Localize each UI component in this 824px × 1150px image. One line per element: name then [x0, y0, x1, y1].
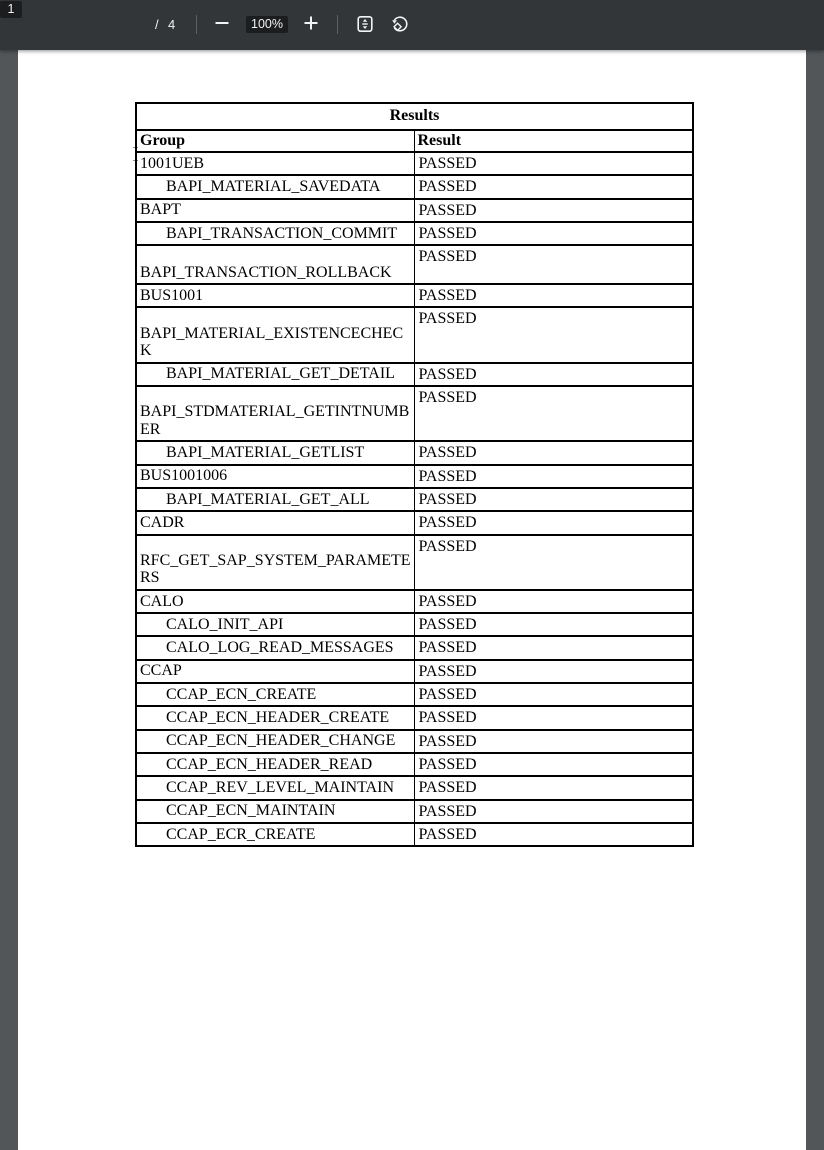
- result-cell: PASSED: [414, 753, 693, 776]
- result-cell: PASSED: [414, 386, 693, 441]
- result-cell: PASSED: [414, 284, 693, 307]
- group-cell: BAPI_MATERIAL_EXISTENCECHECK: [136, 307, 414, 362]
- group-cell: CCAP_ECN_HEADER_READ: [136, 753, 414, 776]
- column-header-result: Result: [414, 130, 693, 152]
- result-cell: PASSED: [414, 683, 693, 706]
- rotate-counterclockwise-icon: [390, 14, 410, 37]
- group-cell: CCAP_ECN_HEADER_CHANGE: [136, 730, 414, 753]
- group-cell: RFC_GET_SAP_SYSTEM_PARAMETERS: [136, 535, 414, 590]
- table-row: [136, 284, 693, 307]
- table-caption: Results: [136, 103, 693, 130]
- toolbar-divider: [196, 15, 197, 34]
- result-cell: PASSED: [414, 776, 693, 799]
- zoom-out-button[interactable]: [211, 16, 233, 33]
- table-row: [136, 488, 693, 511]
- result-cell: PASSED: [414, 488, 693, 511]
- result-cell: PASSED: [414, 307, 693, 362]
- pdf-viewer: [0, 50, 824, 843]
- table-row: [136, 441, 693, 464]
- table-row: [136, 465, 693, 488]
- table-row: [136, 706, 693, 729]
- table-row: [136, 152, 693, 175]
- table-row: [136, 535, 693, 590]
- result-cell: PASSED: [414, 175, 693, 198]
- group-cell: BAPI_MATERIAL_GET_DETAIL: [136, 363, 414, 386]
- result-cell: PASSED: [414, 465, 693, 488]
- result-cell: PASSED: [414, 441, 693, 464]
- result-cell: PASSED: [414, 363, 693, 386]
- minus-icon: [214, 15, 230, 34]
- group-cell: BUS1001006: [136, 465, 414, 488]
- group-cell: BAPI_TRANSACTION_COMMIT: [136, 222, 414, 245]
- plus-icon: [303, 15, 319, 34]
- page-separator: /: [155, 17, 159, 32]
- result-cell: PASSED: [414, 535, 693, 590]
- table-header-row: [136, 130, 693, 152]
- result-cell: PASSED: [414, 706, 693, 729]
- table-row: [136, 222, 693, 245]
- table-row: [136, 660, 693, 683]
- table-row: [136, 175, 693, 198]
- table-row: [136, 800, 693, 823]
- results-table: [135, 102, 694, 847]
- group-cell: CCAP_ECN_HEADER_CREATE: [136, 706, 414, 729]
- pdf-toolbar: [0, 0, 824, 50]
- result-cell: PASSED: [414, 590, 693, 613]
- result-cell: PASSED: [414, 511, 693, 534]
- table-row: [136, 199, 693, 222]
- result-cell: PASSED: [414, 613, 693, 636]
- result-cell: PASSED: [414, 823, 693, 846]
- group-cell: BAPI_MATERIAL_SAVEDATA: [136, 175, 414, 198]
- result-cell: PASSED: [414, 660, 693, 683]
- group-cell: BAPT: [136, 199, 414, 222]
- group-cell: CCAP_ECR_CREATE: [136, 823, 414, 846]
- table-row: [136, 511, 693, 534]
- column-header-group: Group: [136, 130, 414, 152]
- group-cell: BAPI_TRANSACTION_ROLLBACK: [136, 245, 414, 284]
- group-cell: CALO_INIT_API: [136, 613, 414, 636]
- group-cell: CADR: [136, 511, 414, 534]
- page-number-input[interactable]: [0, 1, 22, 18]
- table-row: [136, 307, 693, 362]
- table-row: [136, 753, 693, 776]
- results-tbody: [136, 103, 693, 846]
- result-cell: PASSED: [414, 636, 693, 659]
- fit-page-icon: [355, 14, 375, 37]
- table-row: [136, 823, 693, 846]
- table-row: [136, 245, 693, 284]
- table-row: [136, 730, 693, 753]
- result-cell: PASSED: [414, 199, 693, 222]
- table-row: [136, 776, 693, 799]
- toolbar-divider: [337, 15, 338, 34]
- page-count: 4: [168, 17, 176, 32]
- result-cell: PASSED: [414, 152, 693, 175]
- table-row: [136, 590, 693, 613]
- group-cell: CALO: [136, 590, 414, 613]
- table-row: [136, 613, 693, 636]
- zoom-in-button[interactable]: [300, 14, 322, 35]
- group-cell: 1001UEB: [136, 152, 414, 175]
- result-cell: PASSED: [414, 222, 693, 245]
- table-row: [136, 683, 693, 706]
- group-cell: BAPI_MATERIAL_GET_ALL: [136, 488, 414, 511]
- table-row: [136, 636, 693, 659]
- result-cell: PASSED: [414, 730, 693, 753]
- group-cell: CCAP_REV_LEVEL_MAINTAIN: [136, 776, 414, 799]
- result-cell: PASSED: [414, 800, 693, 823]
- group-cell: BAPI_STDMATERIAL_GETINTNUMBER: [136, 386, 414, 441]
- group-cell: CCAP_ECN_CREATE: [136, 683, 414, 706]
- group-cell: CCAP: [136, 660, 414, 683]
- table-caption-row: [136, 103, 693, 130]
- table-row: [136, 386, 693, 441]
- zoom-level: 100%: [246, 16, 288, 33]
- group-cell: BUS1001: [136, 284, 414, 307]
- rotate-counterclockwise-button[interactable]: [389, 14, 411, 36]
- result-cell: PASSED: [414, 245, 693, 284]
- group-cell: CALO_LOG_READ_MESSAGES: [136, 636, 414, 659]
- group-cell: CCAP_ECN_MAINTAIN: [136, 800, 414, 823]
- fit-page-button[interactable]: [354, 14, 376, 36]
- group-cell: BAPI_MATERIAL_GETLIST: [136, 441, 414, 464]
- pdf-page: [18, 50, 806, 1150]
- table-row: [136, 363, 693, 386]
